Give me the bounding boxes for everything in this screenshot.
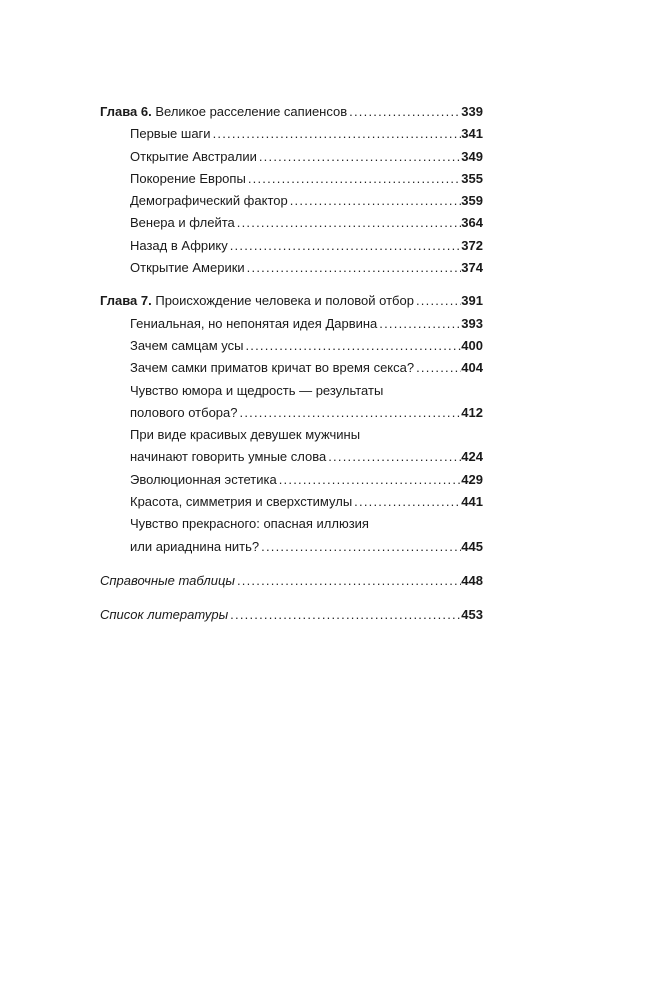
section-title: Назад в Африку xyxy=(130,237,228,253)
toc-reference-tables[interactable] xyxy=(100,570,483,592)
page-number: 374 xyxy=(461,260,483,276)
page-number: 441 xyxy=(461,494,483,510)
section-title: Открытие Австралии xyxy=(130,148,257,164)
leader-dots xyxy=(238,402,462,424)
page-number: 393 xyxy=(461,315,483,331)
section-title: Покорение Европы xyxy=(130,170,246,186)
toc-section-line-1[interactable] xyxy=(100,380,483,402)
leader-dots xyxy=(211,123,462,145)
section-title: Зачем самки приматов кричат во время секса? xyxy=(130,360,415,376)
page-number: 355 xyxy=(461,170,483,186)
page-number: 404 xyxy=(461,360,483,376)
leader-dots xyxy=(414,357,461,379)
page-number: 412 xyxy=(461,404,483,420)
section-title: полового отбора? xyxy=(130,404,238,420)
page-number: 341 xyxy=(461,126,483,142)
page-number: 445 xyxy=(461,538,483,554)
leader-dots xyxy=(245,257,462,279)
leader-dots xyxy=(259,536,461,558)
section-title: Демографический фактор xyxy=(130,193,288,209)
page-number: 391 xyxy=(461,293,483,309)
page-number: 424 xyxy=(461,449,483,465)
chapter-title: Глава 6. Великое расселение сапиенсов xyxy=(100,104,348,119)
toc-section[interactable] xyxy=(100,257,483,279)
toc-section-line-2[interactable] xyxy=(100,536,483,558)
page-number: 349 xyxy=(461,148,483,164)
toc-section-line-1[interactable] xyxy=(100,424,483,446)
toc-section-line-2[interactable] xyxy=(100,402,483,424)
section-title: Чувство прекрасного: опасная иллюзия xyxy=(130,516,369,532)
section-title: Зачем самцам усы xyxy=(130,337,244,353)
section-title: Первые шаги xyxy=(130,126,211,142)
toc-section-line-1[interactable] xyxy=(100,513,483,535)
section-title: Красота, симметрия и сверхстимулы xyxy=(130,494,353,510)
toc-section[interactable] xyxy=(100,190,483,212)
leader-dots xyxy=(235,570,461,592)
toc-section[interactable] xyxy=(100,123,483,145)
toc-chapter-7[interactable] xyxy=(100,290,483,312)
page-number: 364 xyxy=(461,215,483,231)
appendix-title: Справочные таблицы xyxy=(100,572,235,588)
toc-section[interactable] xyxy=(100,469,483,491)
leader-dots xyxy=(288,190,462,212)
toc-section[interactable] xyxy=(100,168,483,190)
page-number: 429 xyxy=(461,471,483,487)
leader-dots xyxy=(243,335,461,357)
page-number: 339 xyxy=(461,104,483,119)
toc-bibliography[interactable] xyxy=(100,604,483,626)
page-number: 400 xyxy=(461,337,483,353)
toc-section[interactable] xyxy=(100,212,483,234)
toc-section[interactable] xyxy=(100,146,483,168)
section-title: При виде красивых девушек мужчины xyxy=(130,427,361,443)
section-title: Открытие Америки xyxy=(130,260,245,276)
leader-dots xyxy=(347,101,461,123)
leader-dots xyxy=(277,469,462,491)
toc-section[interactable] xyxy=(100,235,483,257)
leader-dots xyxy=(352,491,461,513)
leader-dots xyxy=(414,290,461,312)
page-number: 359 xyxy=(461,193,483,209)
toc-chapter-6[interactable] xyxy=(100,101,483,123)
chapter-label: Глава 6. xyxy=(100,104,152,119)
toc-section-line-2[interactable] xyxy=(100,446,483,468)
section-title: Эволюционная эстетика xyxy=(130,471,277,487)
chapter-title: Глава 7. Происхождение человека и половой отбор xyxy=(100,293,414,309)
toc-section[interactable] xyxy=(100,357,483,379)
page-number: 453 xyxy=(461,607,483,623)
leader-dots xyxy=(257,146,461,168)
section-title: Гениальная, но непонятая идея Дарвина xyxy=(130,315,378,331)
section-title: Венера и флейта xyxy=(130,215,235,231)
leader-dots xyxy=(228,604,461,626)
leader-dots xyxy=(246,168,461,190)
chapter-label: Глава 7. xyxy=(100,293,152,309)
section-title: Чувство юмора и щедрость — результаты xyxy=(130,382,384,398)
page-number: 372 xyxy=(461,237,483,253)
appendix-title: Список литературы xyxy=(100,607,229,623)
page-number: 448 xyxy=(461,572,483,588)
leader-dots xyxy=(235,212,462,234)
section-title: или ариаднина нить? xyxy=(130,538,260,554)
toc-section[interactable] xyxy=(100,491,483,513)
leader-dots xyxy=(377,313,461,335)
toc-section[interactable] xyxy=(100,313,483,335)
section-title: начинают говорить умные слова xyxy=(130,449,327,465)
leader-dots xyxy=(326,446,461,468)
table-of-contents xyxy=(100,101,483,627)
toc-section[interactable] xyxy=(100,335,483,357)
leader-dots xyxy=(228,235,462,257)
